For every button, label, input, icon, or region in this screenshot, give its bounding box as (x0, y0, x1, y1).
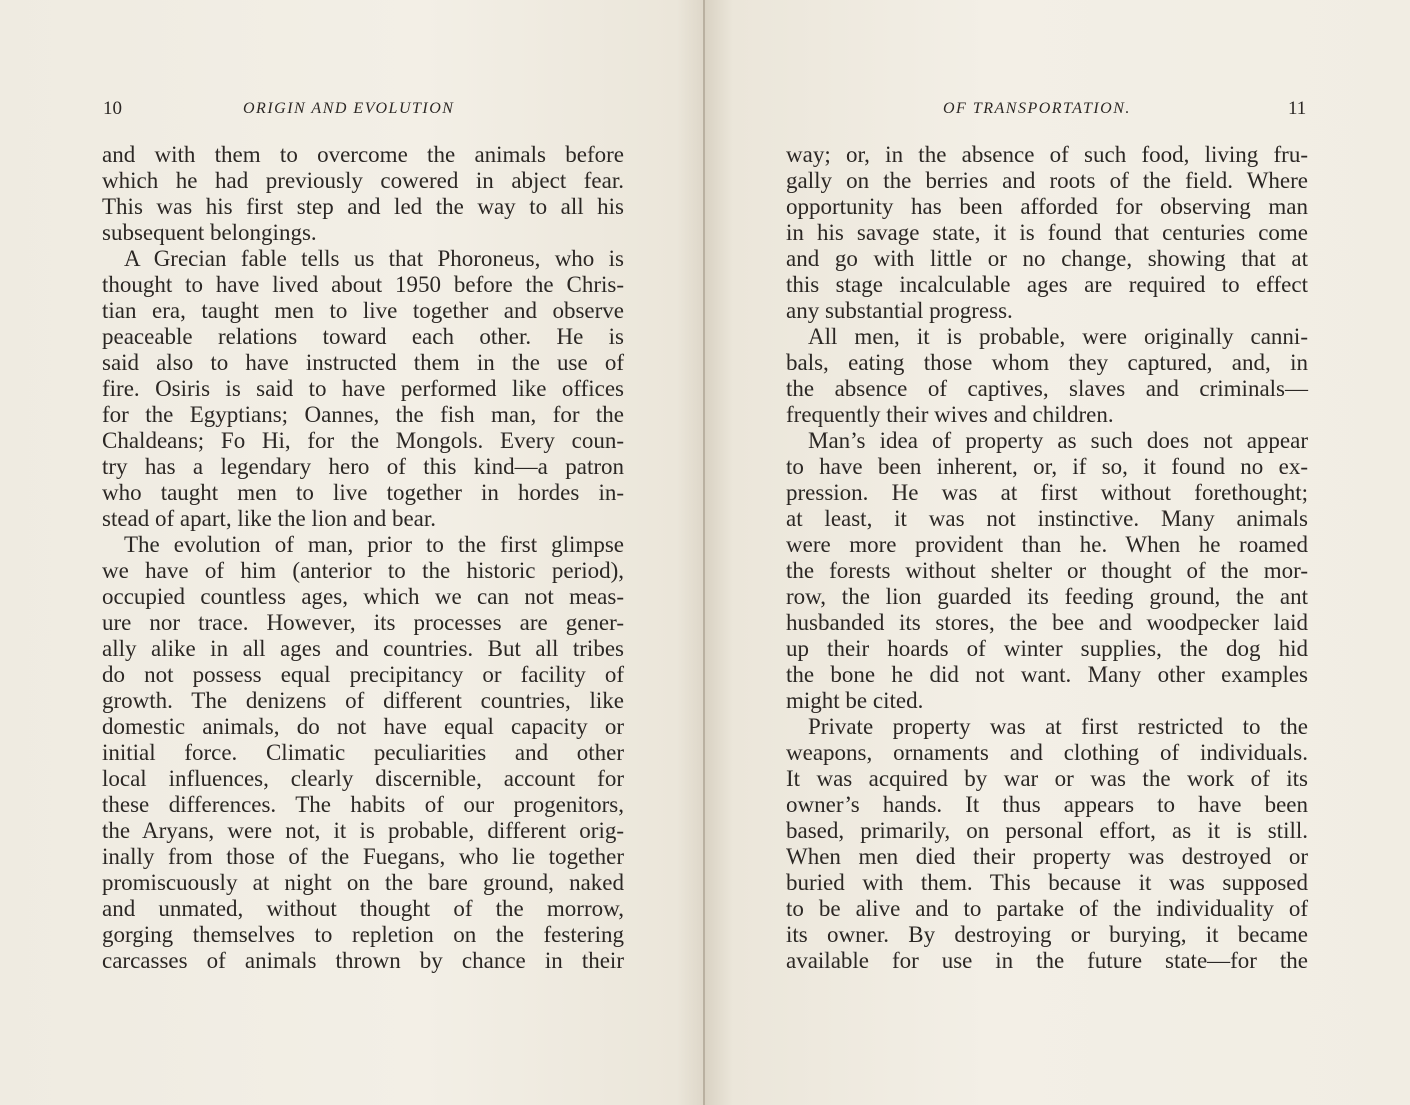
text-line: When men died their property was destroyed or (786, 844, 1308, 869)
text-line: and with them to overcome the animals before (102, 142, 624, 167)
text-line: at least, it was not instinctive. Many animals (786, 506, 1308, 531)
text-line: up their hoards of winter supplies, the dog hid (786, 636, 1308, 661)
text-line: This was his first step and led the way to all his (102, 194, 624, 219)
text-line: frequently their wives and children. (786, 402, 1114, 427)
text-line: this stage incalculable ages are required to effect (786, 272, 1308, 297)
text-line: initial force. Climatic peculiarities and other (102, 740, 624, 765)
text-line: the absence of captives, slaves and criminals— (786, 376, 1308, 401)
text-line: the Aryans, were not, it is probable, different orig- (102, 818, 624, 843)
text-line: ally alike in all ages and countries. But all tribes (102, 636, 624, 661)
text-line: stead of apart, like the lion and bear. (102, 506, 437, 531)
text-line: gally on the berries and roots of the field. Where (786, 168, 1308, 193)
right-page (705, 0, 1410, 1105)
text-line: local influences, clearly discernible, account for (102, 766, 624, 791)
left-running-head: ORIGIN AND EVOLUTION (243, 100, 455, 117)
right-body-text (786, 142, 1308, 974)
text-line: to have been inherent, or, if so, it found no ex- (786, 454, 1308, 479)
text-line: occupied countless ages, which we can not meas- (102, 584, 624, 609)
text-line: for the Egyptians; Oannes, the fish man, for the (102, 402, 624, 427)
text-line: any substantial progress. (786, 298, 1013, 323)
left-page-number: 10 (103, 98, 122, 119)
text-line: available for use in the future state—for the (786, 948, 1308, 973)
text-line: buried with them. This because it was supposed (786, 870, 1308, 895)
text-line: were more provident than he. When he roamed (786, 532, 1308, 557)
text-line: growth. The denizens of different countries, like (102, 688, 624, 713)
text-line: bals, eating those whom they captured, and, in (786, 350, 1308, 375)
text-line: said also to have instructed them in the use of (102, 350, 624, 375)
text-line: to be alive and to partake of the individuality of (786, 896, 1308, 921)
text-line: tian era, taught men to live together and observe (102, 298, 624, 323)
text-line: way; or, in the absence of such food, living fru- (786, 142, 1308, 167)
text-line: pression. He was at first without forethought; (786, 480, 1308, 505)
text-line: peaceable relations toward each other. He is (102, 324, 624, 349)
text-line: opportunity has been afforded for observing man (786, 194, 1308, 219)
text-line: inally from those of the Fuegans, who lie together (102, 844, 624, 869)
text-line: husbanded its stores, the bee and woodpecker laid (786, 610, 1308, 635)
text-line: The evolution of man, prior to the first glimpse (124, 532, 624, 557)
text-line: It was acquired by war or was the work of its (786, 766, 1308, 791)
text-line: row, the lion guarded its feeding ground, the ant (786, 584, 1308, 609)
text-line: who taught men to live together in hordes in- (102, 480, 624, 505)
text-line: promiscuously at night on the bare ground, naked (102, 870, 624, 895)
text-line: might be cited. (786, 688, 924, 713)
right-running-head: OF TRANSPORTATION. (943, 100, 1131, 117)
right-page-number: 11 (1288, 98, 1307, 119)
left-body-text (102, 142, 624, 974)
text-line: A Grecian fable tells us that Phoroneus, who is (124, 246, 624, 271)
text-line: domestic animals, do not have equal capacity or (102, 714, 624, 739)
text-line: carcasses of animals thrown by chance in their (102, 948, 624, 973)
text-line: Private property was at first restricted to the (808, 714, 1308, 739)
text-line: and unmated, without thought of the morrow, (102, 896, 624, 921)
text-line: we have of him (anterior to the historic period), (102, 558, 624, 583)
text-line: its owner. By destroying or burying, it became (786, 922, 1308, 947)
text-line: and go with little or no change, showing that at (786, 246, 1308, 271)
text-line: Man’s idea of property as such does not appear (808, 428, 1308, 453)
text-line: do not possess equal precipitancy or facility of (102, 662, 624, 687)
text-line: which he had previously cowered in abject fear. (102, 168, 624, 193)
text-line: ure nor trace. However, its processes are gener- (102, 610, 624, 635)
text-line: thought to have lived about 1950 before the Chris- (102, 272, 624, 297)
text-line: All men, it is probable, were originally canni- (808, 324, 1308, 349)
text-line: these differences. The habits of our progenitors, (102, 792, 624, 817)
text-line: the forests without shelter or thought of the mor- (786, 558, 1308, 583)
text-line: based, primarily, on personal effort, as it is still. (786, 818, 1308, 843)
text-line: subsequent belongings. (102, 220, 317, 245)
text-line: fire. Osiris is said to have performed like offices (102, 376, 624, 401)
text-line: try has a legendary hero of this kind—a patron (102, 454, 624, 479)
text-line: owner’s hands. It thus appears to have been (786, 792, 1308, 817)
text-line: weapons, ornaments and clothing of individuals. (786, 740, 1308, 765)
text-line: Chaldeans; Fo Hi, for the Mongols. Every coun- (102, 428, 624, 453)
text-line: in his savage state, it is found that centuries come (786, 220, 1308, 245)
text-line: the bone he did not want. Many other examples (786, 662, 1308, 687)
text-line: gorging themselves to repletion on the festering (102, 922, 624, 947)
